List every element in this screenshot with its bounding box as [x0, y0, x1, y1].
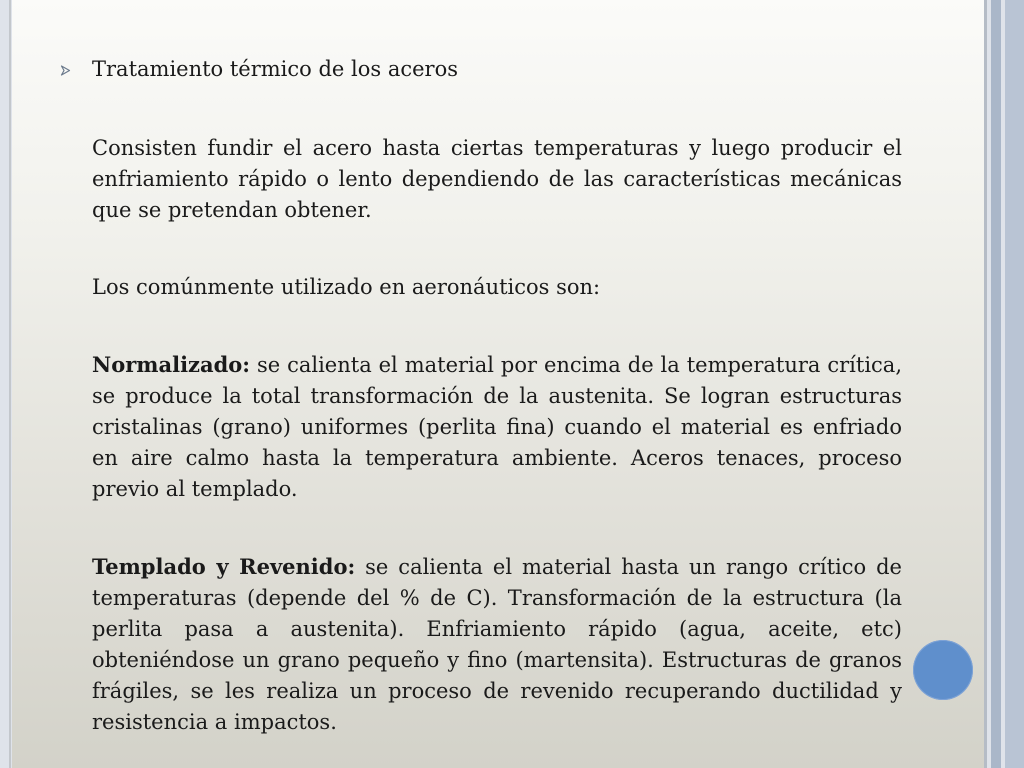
stripe	[1005, 0, 1024, 768]
right-decorative-stripes	[984, 0, 1024, 768]
bullet-heading	[92, 54, 902, 85]
common-label: Los comúnmente utilizado en aeronáuticos son:	[92, 275, 601, 299]
normalizado-paragraph	[92, 349, 902, 505]
decorative-circle	[913, 640, 973, 700]
templado-text: se calienta el material hasta un rango crítico de temperaturas (depende del % de C). Transformación de la estructura (la perlita pasa a austenita). Enfriamiento rápido (agua, aceite, etc) obteniéndose un grano pequeño y fino (martensita). Estructuras de granos frágiles, se les realiza un proceso de revenido recuperando ductilidad y resistencia a impactos.	[92, 555, 902, 734]
left-border-line	[9, 0, 11, 768]
chevron-right-outline-icon	[60, 65, 71, 76]
normalizado-text: se calienta el material por encima de la temperatura crítica, se produce la total transformación de la austenita. Se logran estructuras cristalinas (grano) uniformes (perlita fina) cuando el material es enfriado en aire calmo hasta la temperatura ambiente. Aceros tenaces, proceso previo al templado.	[92, 353, 902, 501]
templado-paragraph	[92, 551, 902, 738]
normalizado-term: Normalizado:	[92, 352, 251, 377]
templado-term: Templado y Revenido:	[92, 554, 356, 579]
heading-text: Tratamiento térmico de los aceros	[92, 57, 459, 81]
slide-content	[92, 54, 902, 738]
intro-paragraph: Consisten fundir el acero hasta ciertas temperaturas y luego producir el enfriamiento rápido o lento dependiendo de las características mecánicas que se pretendan obtener.	[92, 136, 902, 222]
stripe	[991, 0, 1001, 768]
